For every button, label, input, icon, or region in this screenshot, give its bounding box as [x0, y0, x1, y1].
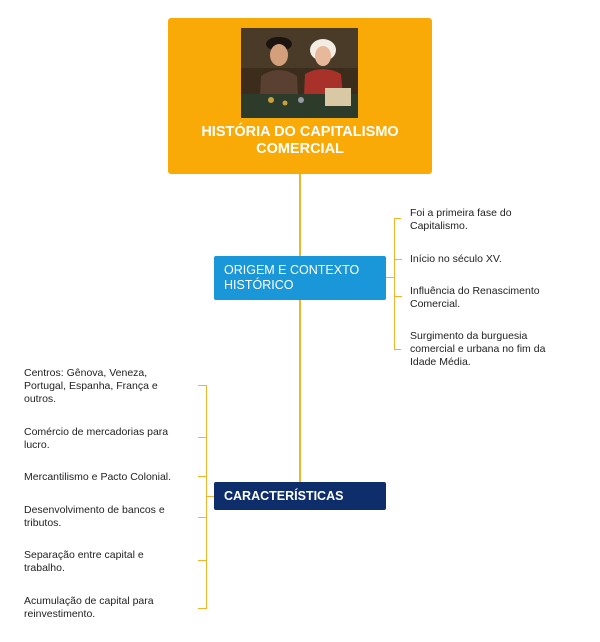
char-item: Comércio de mercadorias para lucro. — [24, 426, 169, 451]
char-item: Separação entre capital e trabalho. — [24, 549, 144, 574]
origin-bracket — [394, 218, 401, 350]
title-box — [168, 18, 432, 174]
char-item: Mercantilismo e Pacto Colonial. — [24, 471, 172, 483]
char-item: Desenvolvimento de bancos e tributos. — [24, 504, 165, 529]
origin-item: Influência do Renascimento Comercial. — [410, 285, 540, 310]
origin-item: Surgimento da burguesia comercial e urbana no fim da Idade Média. — [410, 330, 546, 368]
char-item: Centros: Gênova, Veneza, Portugal, Espanha, França e outros. — [24, 367, 158, 405]
origin-item: Início no século XV. — [410, 253, 502, 265]
node-origin: ORIGEM E CONTEXTO HISTÓRICO — [214, 256, 386, 300]
char-branch — [206, 496, 214, 497]
char-bracket — [198, 385, 207, 609]
char-item: Acumulação de capital para reinvestimento. — [24, 595, 154, 620]
painting-moneychanger-icon — [241, 28, 358, 118]
main-connector — [299, 174, 301, 482]
origin-branch — [386, 277, 394, 278]
origin-item: Foi a primeira fase do Capitalismo. — [410, 207, 512, 232]
node-characteristics: CARACTERÍSTICAS — [214, 482, 386, 510]
page-title: HISTÓRIA DO CAPITALISMO COMERCIAL — [201, 124, 399, 157]
